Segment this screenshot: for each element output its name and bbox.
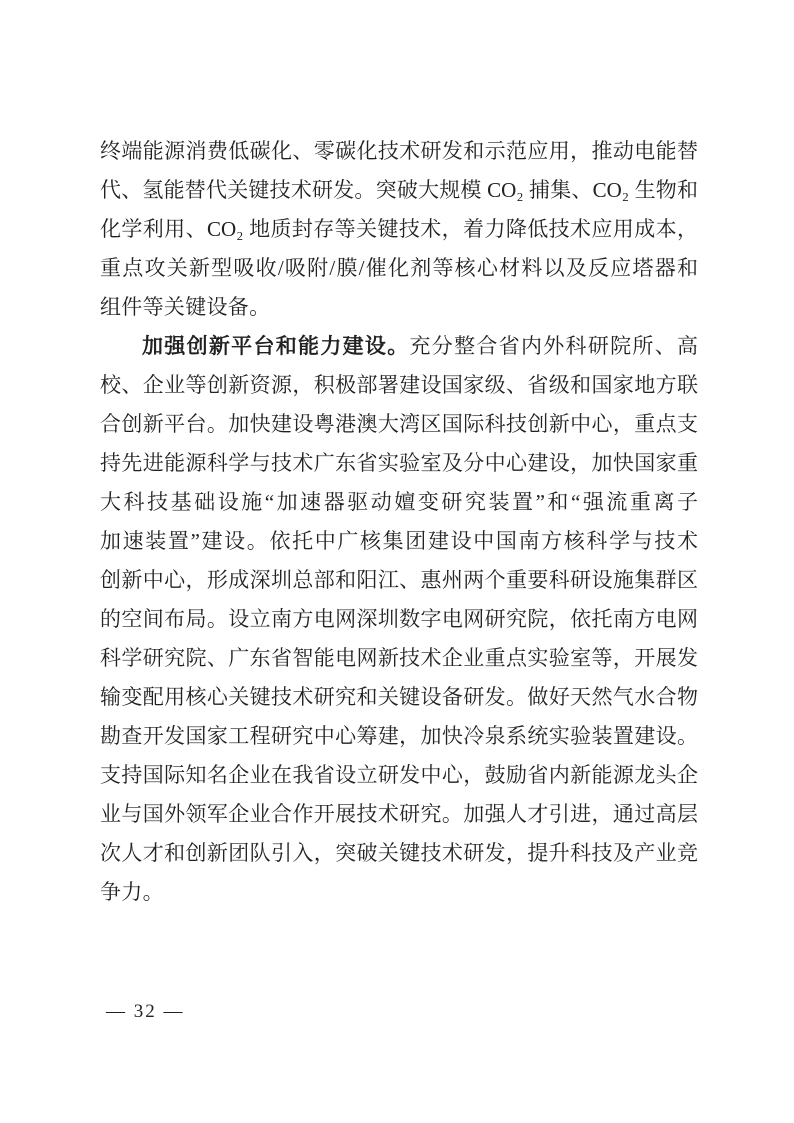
body-text-segment: 支持国际知名企业在我省设立研发中心，鼓励省内新能源龙头企 [100,763,698,787]
text-line [100,327,698,366]
body-text-segment: 合创新平台。加快建设粤港澳大湾区国际科技创新中心，重点支 [100,412,698,436]
text-line [100,561,698,600]
text-line [100,756,698,795]
body-text-segment: 持先进能源科学与技术广东省实验室及分中心建设，加快国家重 [100,451,698,475]
body-text [100,132,698,912]
body-text-segment: 加速装置”建设。依托中广核集团建设中国南方核科学与技术 [100,529,698,553]
body-text-segment: 创新中心，形成深圳总部和阳江、惠州两个重要科研设施集群区 [100,568,698,592]
text-line [100,600,698,639]
text-line [100,873,698,912]
text-line [100,132,698,171]
bold-lead-text: 加强创新平台和能力建设。 [142,334,410,358]
text-line [100,366,698,405]
page-number: — 32 — [106,1001,185,1022]
body-text-segment: 勘查开发国家工程研究中心筹建，加快冷泉系统实验装置建设。 [100,724,698,748]
body-text-segment: 代、氢能替代关键技术研发。突破大规模 CO₂ 捕集、CO₂ 生物和 [100,178,698,202]
text-line [100,288,698,327]
body-text-segment: 组件等关键设备。 [100,295,271,319]
text-line [100,249,698,288]
text-line [100,678,698,717]
text-line [100,522,698,561]
body-text-segment: 业与国外领军企业合作开展技术研究。加强人才引进，通过高层 [100,802,698,826]
text-line [100,795,698,834]
text-line [100,405,698,444]
body-text-segment: 输变配用核心关键技术研究和关键设备研发。做好天然气水合物 [100,685,698,709]
body-text-segment: 大科技基础设施“加速器驱动嬗变研究装置”和“强流重离子 [100,490,698,514]
body-text-segment: 争力。 [100,880,164,904]
text-line [100,444,698,483]
body-text-segment: 次人才和创新团队引入，突破关键技术研发，提升科技及产业竞 [100,841,698,865]
body-text-segment: 终端能源消费低碳化、零碳化技术研发和示范应用，推动电能替 [100,139,698,163]
text-line [100,639,698,678]
text-line [100,834,698,873]
text-line [100,483,698,522]
text-line [100,171,698,210]
body-text-segment: 化学利用、CO₂ 地质封存等关键技术，着力降低技术应用成本， [100,217,698,241]
body-text-segment: 校、企业等创新资源，积极部署建设国家级、省级和国家地方联 [100,373,698,397]
text-line [100,210,698,249]
text-line [100,717,698,756]
body-text-segment: 充分整合省内外科研院所、高 [409,334,698,358]
body-text-segment: 的空间布局。设立南方电网深圳数字电网研究院，依托南方电网 [100,607,698,631]
body-text-segment: 重点攻关新型吸收/吸附/膜/催化剂等核心材料以及反应塔器和 [100,256,698,280]
body-text-segment: 科学研究院、广东省智能电网新技术企业重点实验室等，开展发 [100,646,698,670]
